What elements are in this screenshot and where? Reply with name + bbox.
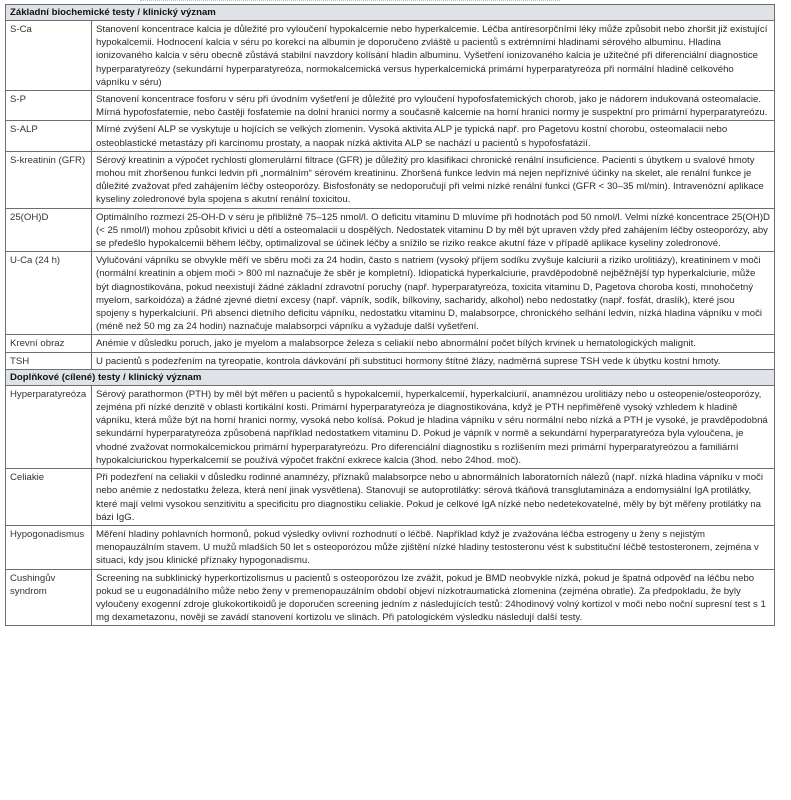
table-row (6, 469, 775, 526)
test-description: U pacientů s podezřením na tyreopatie, kontrola dávkování při substituci hormony štítné žlázy, nadměrná suprese TSH vede k úbytku kostní hmoty. (92, 352, 775, 369)
test-description: Měření hladiny pohlavních hormonů, pokud výsledky ovlivní rozhodnutí o léčbě. Například když je zvažována léčba estrogeny u ženy s nejistým menopauzálním stavem. U mužů mladších 50 let s osteoporózou může zjištění nízké hladiny testosteronu vést k substituční léčbě testosteronem, zejména v situaci, kdy jsou klinické příznaky hypogonadismu. (92, 525, 775, 569)
section-header-supplementary (6, 369, 775, 385)
test-name: S-kreatinin (GFR) (6, 151, 92, 208)
table-row (6, 91, 775, 121)
section-header-basic (6, 5, 775, 21)
section-title: Základní biochemické testy / klinický význam (6, 5, 775, 21)
test-description: Mírné zvýšení ALP se vyskytuje u hojících se velkých zlomenin. Vysoká aktivita ALP je typická např. pro Pagetovu kostní chorobu, osteomalacii nebo osteoblastické metastázy při karcinomu prostaty, a naopak nízká aktivita ALP se nachází u pacientů s hypofosfatázií. (92, 121, 775, 151)
test-name: Krevní obraz (6, 335, 92, 352)
table-row (6, 385, 775, 468)
test-description: Při podezření na celiakii v důsledku rodinné anamnézy, příznaků malabsorpce nebo u abnormálních laboratorních nálezů (např. nízká hladina vápníku v moči nebo anémie z nedostatku železa, která není jinak vysvětlena). Stanovují se autoprotilátky: sérová tkáňová transglutamináza a endomysiální IgA protilátky, které mají velmi vysokou senzitivitu a specificitu pro diagnostiku celiakie. Pokud je celkové IgA nízké nebo nedetekovatelné, měly by být měřeny protilátky na bázi IgG. (92, 469, 775, 526)
test-name: Hyperparatyreóza (6, 385, 92, 468)
test-name: Celiakie (6, 469, 92, 526)
test-description: Vylučování vápníku se obvykle měří ve sběru moči za 24 hodin, často s natriem (vysoký příjem sodíku zvyšuje kalciurii a riziko urolitiázy), kreatininem v moči (normální kreatinin a objem moči > 800 ml naznačuje že sběr je kompletní). Idiopatická hyperkalciurie, pravděpodobně nejběžnější typ hyperkalciurie, může být diagnostikována, pokud neexistují žádné základní zdravotní poruchy (např. hyperparatyreóza, toxicita vitaminu D, Pagetova choroba kosti, mnohočetný myelom, sarkoidóza) a žádné zjevné dietní excesy (např. vápník, sodík, bílkoviny, sacharidy, alkohol) nebo nedostatky (např. fosfát, draslík), které jsou spojeny s hyperkalciurií. Při absenci dietního deficitu vápníku, nedostatku vitaminu D, malabsorpce, chronického selhání ledvin, nízká hladina vápníku v moči (méně než 50 mg za 24 hodin) naznačuje malabsorpci vápníku a vyžaduje další vyšetření. (92, 252, 775, 335)
test-description: Anémie v důsledku poruch, jako je myelom a malabsorpce železa s celiakií nebo abnormální počet bílých krvinek u hematologických malignit. (92, 335, 775, 352)
table-row (6, 525, 775, 569)
section-title: Doplňkové (cílené) testy / klinický význam (6, 369, 775, 385)
table-row (6, 569, 775, 626)
biochemical-tests-table (5, 4, 775, 626)
test-name: Cushingův syndrom (6, 569, 92, 626)
test-name: U-Ca (24 h) (6, 252, 92, 335)
test-name: S-ALP (6, 121, 92, 151)
table-row (6, 335, 775, 352)
test-description: Sérový kreatinin a výpočet rychlosti glomerulární filtrace (GFR) je důležitý pro klasifikaci chronické renální insuficience. Pacienti s úbytkem u svalové hmoty mohou mít zhoršenou funkci ledvin při „normálním“ sérovém kreatininu. Zhoršená funkce ledvin má nejen nepříznivé účinky na skelet, ale renální funkce je důležité zvažovat před zahájením léčby osteoporózy. Bisfosfonáty se nedoporučují při velmi nízké renální funkci (GFR < 30–35 ml/min). Intravenózní aplikace kyseliny zoledronové byla spojena s akutní renální toxicitou. (92, 151, 775, 208)
test-name: Hypogonadismus (6, 525, 92, 569)
test-description: Stanovení koncentrace fosforu v séru při úvodním vyšetření je důležité pro vyloučení hypofosfatemických chorob, jako je nádorem indukovaná osteomalacie. Mírná hypofosfatemie, nebo častěji fosfatemie na dolní hranici normy a současně kalcemie na horní hranici normy je suspektní pro primární hyperparatyreózu. (92, 91, 775, 121)
test-name: 25(OH)D (6, 208, 92, 252)
test-description: Screening na subklinický hyperkortizolismus u pacientů s osteoporózou lze zvážit, pokud je BMD neobvykle nízká, pokud je špatná odpověď na léčbu nebo pokud se u eugonadálního může nebo ženy v premenopauzálním období objeví nízkotraumatická zlomenina (zejména obratle). Za předpokladu, že byly vyloučeny exogenní zdroje glukokortikoidů je doporučen screening jedním z následujících testů: 24hodinový volný kortizol v moči nebo noční supresní test s 1 mg dexametazonu, nověji se zavádí stanovení kortizolu ve slinách. Při patologickém výsledku následují další testy. (92, 569, 775, 626)
test-description: Sérový parathormon (PTH) by měl být měřen u pacientů s hypokalcemií, hyperkalcemií, hyperkalciurií, anamnézou urolitiázy nebo u osteopenie/osteoporózy, zejména při nízké denzitě v oblasti kortikální kosti. Primární hyperparatyreóza je diagnostikována, když je PTH nepřiměřeně vysoký vzhledem k hladině vápníku, která může být na horní hranici normy, vysoká nebo kolísá. Pokud je hladina vápníku v séru normální nebo nízká a PTH je vysoké, je pravděpodobná sekundární hyperparatyreóza způsobená například nedostatkem vitaminu D. Pokud je vápník v normě a sekundární hyperparatyreóza byla vyloučena, je vhodné zvažovat normokalcemickou primární hyperparatyreózu. Pro diferenciální diagnostiku s rozlišením mezi primární hyperparatyreózou a familiární hypokalciurickou hyperkalcemií se používá výpočet frakční exkrece kalcia (3hod. nebo 24hod. moč). (92, 385, 775, 468)
table-row (6, 252, 775, 335)
table-row (6, 151, 775, 208)
test-name: S-Ca (6, 21, 92, 91)
test-description: Optimálního rozmezí 25-OH-D v séru je přibližně 75–125 nmol/l. O deficitu vitaminu D mluvíme při hodnotách pod 50 nmol/l. Velmi nízké koncentrace 25(OH)D (< 25 nmol/l) mohou způsobit křivici u dětí a osteomalacii u dospělých. Nedostatek vitaminu D by měl být upraven vždy před zahájením léčby osteoporózy, aby se předešlo hypokalcemii během léčby, optimalizoval se účinek léčby a snížilo se riziko reakce akutní fáze v případě aplikace kyseliny zoledronové. (92, 208, 775, 252)
test-name: S-P (6, 91, 92, 121)
table-row (6, 121, 775, 151)
test-description: Stanovení koncentrace kalcia je důležité pro vyloučení hypokalcemie nebo hyperkalcemie. Léčba antiresorpčními léky může způsobit nebo zhoršit již existující hypokalcemii. Hodnocení kalcia v séru po korekci na albumin je doporučeno zvláště u pacientů s extrémními hladinami sérového albuminu. Hladina ionizovaného kalcia v séru obecně zůstává stabilní navzdory kolísání hladin albuminu. Vyšetření ionizovaného kalcia je užitečné při diferenciální diagnostice hyperparatyreózy (sekundární hyperparatyreóza, normokalcemická versus hyperkalcemická primární hyperparatyreóza při normální hladině celkového vápníku v séru) (92, 21, 775, 91)
table-row (6, 21, 775, 91)
test-name: TSH (6, 352, 92, 369)
table-row (6, 208, 775, 252)
table-row (6, 352, 775, 369)
